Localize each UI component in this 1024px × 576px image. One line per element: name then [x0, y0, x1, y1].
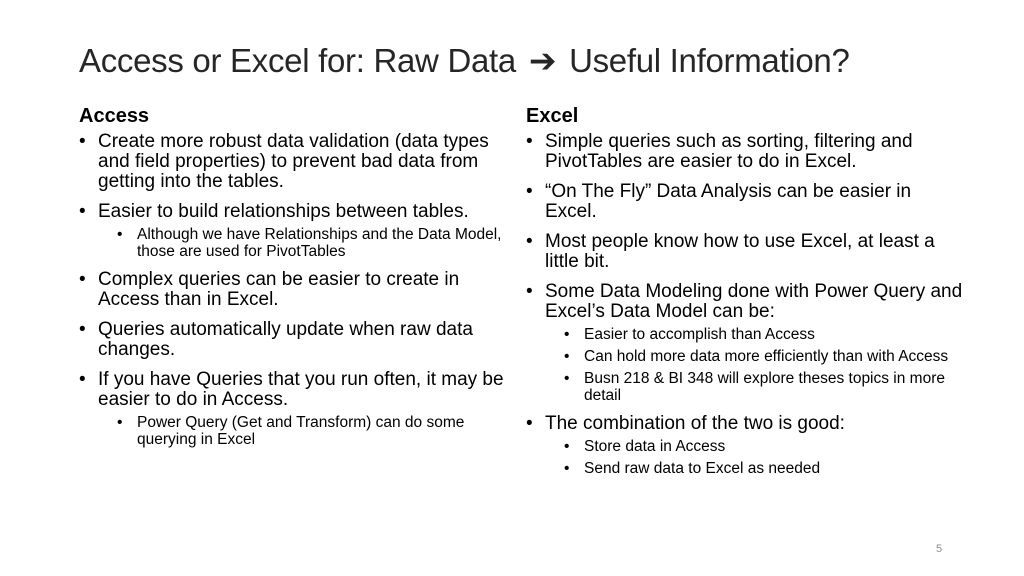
bullet-icon: •: [79, 201, 86, 222]
list-item-text: The combination of the two is good:: [545, 413, 845, 434]
list-item-text: Simple queries such as sorting, filtering and PivotTables are easier to do in Excel.: [545, 131, 913, 172]
excel-column: [526, 104, 966, 487]
bullet-icon: •: [564, 326, 570, 343]
bullet-icon: •: [117, 226, 123, 243]
list-item-text: Most people know how to use Excel, at least a little bit.: [545, 231, 935, 272]
bullet-icon: •: [79, 131, 86, 152]
slide-title: [79, 38, 850, 84]
title-text-left: Access or Excel for: Raw Data: [79, 42, 516, 79]
sub-list-item-text: Can hold more data more efficiently than with Access: [584, 348, 949, 365]
list-item-text: Complex queries can be easier to create in Access than in Excel.: [98, 269, 460, 310]
sub-list-item: [117, 414, 509, 448]
bullet-icon: •: [79, 269, 86, 290]
list-item: [526, 182, 966, 222]
bullet-icon: •: [564, 460, 570, 477]
list-item-text: Create more robust data validation (data types and field properties) to prevent bad data from getting into the tables.: [98, 131, 489, 192]
bullet-icon: •: [526, 131, 533, 152]
list-item: [526, 282, 966, 404]
sub-list-item: [117, 226, 509, 260]
bullet-icon: •: [526, 281, 533, 302]
access-column: [79, 104, 509, 458]
sub-list-item: [564, 460, 966, 477]
list-item: [79, 202, 509, 260]
sub-list: [98, 226, 509, 260]
excel-list: [526, 132, 966, 477]
list-item-text: “On The Fly” Data Analysis can be easier in Excel.: [545, 181, 912, 222]
bullet-icon: •: [564, 370, 570, 387]
list-item: [526, 232, 966, 272]
sub-list-item-text: Send raw data to Excel as needed: [584, 460, 821, 477]
sub-list-item-text: Power Query (Get and Transform) can do some querying in Excel: [137, 414, 465, 448]
bullet-icon: •: [79, 369, 86, 390]
sub-list: [545, 326, 966, 404]
sub-list: [545, 438, 966, 477]
access-list: [79, 132, 509, 448]
sub-list: [98, 414, 509, 448]
bullet-icon: •: [79, 319, 86, 340]
list-item: [526, 132, 966, 172]
sub-list-item: [564, 326, 966, 343]
list-item: [79, 370, 509, 448]
list-item: [79, 320, 509, 360]
access-heading: Access: [79, 105, 150, 127]
bullet-icon: •: [526, 231, 533, 252]
sub-list-item: [564, 438, 966, 455]
title-text-right: Useful Information?: [569, 42, 850, 79]
sub-list-item-text: Although we have Relationships and the Data Model, those are used for PivotTables: [137, 226, 502, 260]
page-number: 5: [936, 543, 943, 555]
sub-list-item: [564, 370, 966, 404]
arrow-right-icon: ➔: [528, 42, 557, 79]
list-item: [79, 132, 509, 192]
bullet-icon: •: [526, 181, 533, 202]
sub-list-item-text: Busn 218 & BI 348 will explore theses topics in more detail: [584, 370, 945, 404]
excel-heading: Excel: [526, 105, 579, 127]
bullet-icon: •: [564, 438, 570, 455]
list-item-text: If you have Queries that you run often, it may be easier to do in Access.: [98, 369, 504, 410]
bullet-icon: •: [117, 414, 123, 431]
list-item: [526, 414, 966, 477]
list-item-text: Queries automatically update when raw data changes.: [98, 319, 473, 360]
list-item: [79, 270, 509, 310]
list-item-text: Easier to build relationships between tables.: [98, 201, 469, 222]
bullet-icon: •: [526, 413, 533, 434]
sub-list-item-text: Easier to accomplish than Access: [584, 326, 815, 343]
list-item-text: Some Data Modeling done with Power Query and Excel’s Data Model can be:: [545, 281, 963, 322]
bullet-icon: •: [564, 348, 570, 365]
sub-list-item: [564, 348, 966, 365]
sub-list-item-text: Store data in Access: [584, 438, 726, 455]
